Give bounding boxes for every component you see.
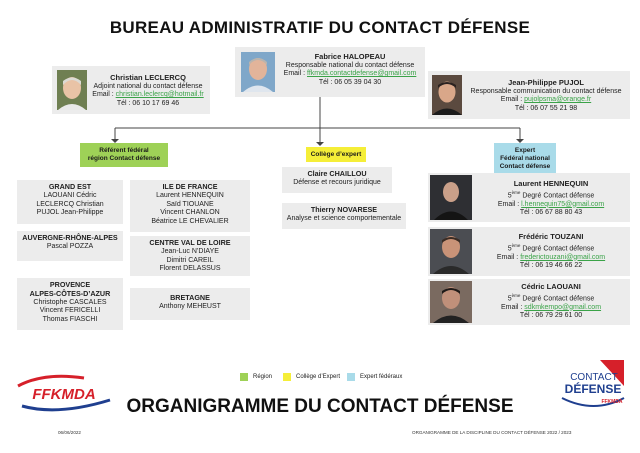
name: Laurent HENNEQUIN xyxy=(513,179,589,188)
page-title: BUREAU ADMINISTRATIF DU CONTACT DÉFENSE xyxy=(109,18,531,37)
email-label: Email : xyxy=(500,96,523,104)
avatar xyxy=(430,229,472,274)
email-link[interactable]: frederictouzani@gmail.com xyxy=(520,253,606,261)
degree-sup: ème xyxy=(511,242,521,248)
email-label: Email : xyxy=(500,303,523,311)
info-halopeau xyxy=(277,53,423,87)
member: Vincent FERICELLI xyxy=(39,307,101,315)
portrait-halopeau xyxy=(241,52,275,92)
college-chaillou xyxy=(282,167,392,193)
expert-name: Claire CHAILLOU xyxy=(307,169,367,178)
member: Pascal POZZA xyxy=(46,242,94,250)
legend-swatch-green xyxy=(240,373,248,381)
region-title: GRAND EST xyxy=(48,182,92,191)
info-touzani xyxy=(474,233,628,271)
member: Saïd TIOUANE xyxy=(166,200,214,208)
logo-right-line1: CONTACT xyxy=(570,372,618,383)
region-title-2: ALPES-CÔTES-D’AZUR xyxy=(29,288,111,298)
region-auvergne xyxy=(17,231,123,261)
legend-region xyxy=(240,373,272,381)
degree-num: 5 xyxy=(507,191,512,199)
member: Dimitri CAREIL xyxy=(166,256,214,264)
name: Christian LECLERCQ xyxy=(110,73,186,82)
region-title: BRETAGNE xyxy=(170,293,210,302)
region-title: CENTRE VAL DE LOIRE xyxy=(149,238,231,247)
member: Jean-Luc N’DIAYE xyxy=(161,247,219,255)
badge-line2: Fédéral national xyxy=(500,155,550,162)
degree-num: 5 xyxy=(507,294,512,302)
portrait-leclercq xyxy=(57,70,87,110)
badge-line2: région Contact défense xyxy=(87,155,161,162)
email-label: Email : xyxy=(496,253,519,261)
phone: Tél : 06 19 46 66 22 xyxy=(519,262,583,270)
member: LECLERCQ Christian xyxy=(36,200,104,208)
phone: Tél : 06 05 39 04 30 xyxy=(318,78,382,86)
card-halopeau xyxy=(235,47,425,97)
member: Laurent HENNEQUIN xyxy=(156,191,224,199)
legend-swatch-blue xyxy=(347,373,355,381)
region-title: AUVERGNE-RHÔNE-ALPES xyxy=(22,233,118,242)
degree-num: 5 xyxy=(507,244,512,252)
avatar xyxy=(57,70,87,110)
portrait-pujol xyxy=(432,75,462,115)
college-novarese xyxy=(282,203,406,229)
info-pujol xyxy=(464,79,628,113)
region-grand-est xyxy=(17,180,123,224)
expert-desc: Défense et recours juridique xyxy=(293,178,381,186)
role: Responsable communication du contact défense xyxy=(470,87,622,95)
region-bretagne xyxy=(130,288,250,320)
badge-expert xyxy=(494,143,556,173)
info-leclercq xyxy=(88,74,208,108)
card-leclercq xyxy=(52,66,210,114)
member: Béatrice LE CHEVALIER xyxy=(151,218,229,226)
email-label: Email : xyxy=(92,91,114,99)
logo-left-text: FFKMDA xyxy=(32,386,96,403)
avatar xyxy=(430,281,472,323)
footer-right-text: ORGANIGRAMME DE LA DISCIPLINE DU CONTACT DÉFENSE 2022 / 2023 xyxy=(412,430,572,435)
phone: Tél : 06 67 88 80 43 xyxy=(519,209,583,217)
role: Adjoint national du contact défense xyxy=(93,82,203,90)
avatar xyxy=(430,175,472,220)
card-pujol xyxy=(428,71,630,119)
role: Responsable national du contact défense xyxy=(285,61,415,69)
phone: Tél : 06 79 29 61 00 xyxy=(519,312,583,320)
portrait-hennequin xyxy=(430,175,472,220)
badge-line1: Expert xyxy=(514,147,536,154)
legend-college xyxy=(283,373,340,381)
phone: Tél : 06 07 55 21 98 xyxy=(514,104,578,112)
region-paca xyxy=(17,278,123,330)
expert-card-touzani xyxy=(428,227,630,276)
member: Florent DELASSUS xyxy=(159,265,221,273)
info-laouani xyxy=(474,283,628,321)
member: Anthony MEHEUST xyxy=(159,302,221,310)
name: Frédéric TOUZANI xyxy=(518,232,584,241)
member: Thomas FIASCHI xyxy=(42,316,98,324)
portrait-touzani xyxy=(430,229,472,274)
degree-sup: ème xyxy=(511,189,521,195)
legend-label: Expert fédéraux xyxy=(360,374,403,380)
info-hennequin xyxy=(474,180,628,218)
badge-line3: Contact défense xyxy=(499,163,551,170)
expert-desc: Analyse et science comportementale xyxy=(286,214,402,222)
email-link[interactable]: christian.leclercq@hotmail.fr xyxy=(115,91,204,99)
logo-right-line3: FFKMDA xyxy=(601,399,623,405)
badge-college xyxy=(306,147,366,162)
badge-referent xyxy=(80,143,168,167)
arrow-college xyxy=(316,142,324,146)
degree-sup: ème xyxy=(511,292,521,298)
avatar xyxy=(432,75,462,115)
email-link[interactable]: l.hennequin75@gmail.com xyxy=(521,200,605,208)
region-title-1: PROVENCE xyxy=(49,280,91,289)
degree: Degré Contact défense xyxy=(522,191,595,199)
badge-line1: Collège d’expert xyxy=(310,151,362,158)
expert-card-laouani xyxy=(428,279,630,325)
degree: Degré Contact défense xyxy=(522,244,595,252)
legend-label: Région xyxy=(253,374,273,380)
expert-card-hennequin xyxy=(428,173,630,222)
avatar xyxy=(241,52,275,92)
email-label: Email : xyxy=(283,70,306,78)
member: LAOUANI Cédric xyxy=(43,191,97,199)
degree: Degré Contact défense xyxy=(522,294,595,302)
member: Vincent CHANLON xyxy=(160,209,220,217)
expert-name: Thierry NOVARESE xyxy=(310,205,378,214)
email-link[interactable]: ffkmda.contactdefense@gmail.com xyxy=(307,70,417,78)
phone: Tél : 06 10 17 69 46 xyxy=(116,99,180,107)
logo-right-line2: DÉFENSE xyxy=(564,382,622,396)
footer-title: ORGANIGRAMME DU CONTACT DÉFENSE xyxy=(126,396,514,417)
name: Fabrice HALOPEAU xyxy=(314,52,386,61)
region-cvl xyxy=(130,236,250,276)
email-label: Email : xyxy=(497,200,520,208)
name: Cédric LAOUANI xyxy=(521,282,581,291)
portrait-laouani xyxy=(430,281,472,323)
member: Christophe CASCALES xyxy=(33,298,107,306)
region-title: ILE DE FRANCE xyxy=(162,182,218,191)
legend-swatch-yellow xyxy=(283,373,291,381)
badge-line1: Référent fédéral xyxy=(99,147,149,154)
email-link[interactable]: pujolpsma@orange.fr xyxy=(524,96,592,104)
footer-date: 06/06/2022 xyxy=(58,430,81,435)
legend-label: Collège d’Expert xyxy=(296,374,341,380)
member: PUJOL Jean-Philippe xyxy=(36,209,104,217)
name: Jean-Philippe PUJOL xyxy=(508,78,584,87)
region-idf xyxy=(130,180,250,232)
email-link[interactable]: sdkmkempo@gmail.com xyxy=(524,303,602,311)
legend-expert xyxy=(347,373,402,381)
